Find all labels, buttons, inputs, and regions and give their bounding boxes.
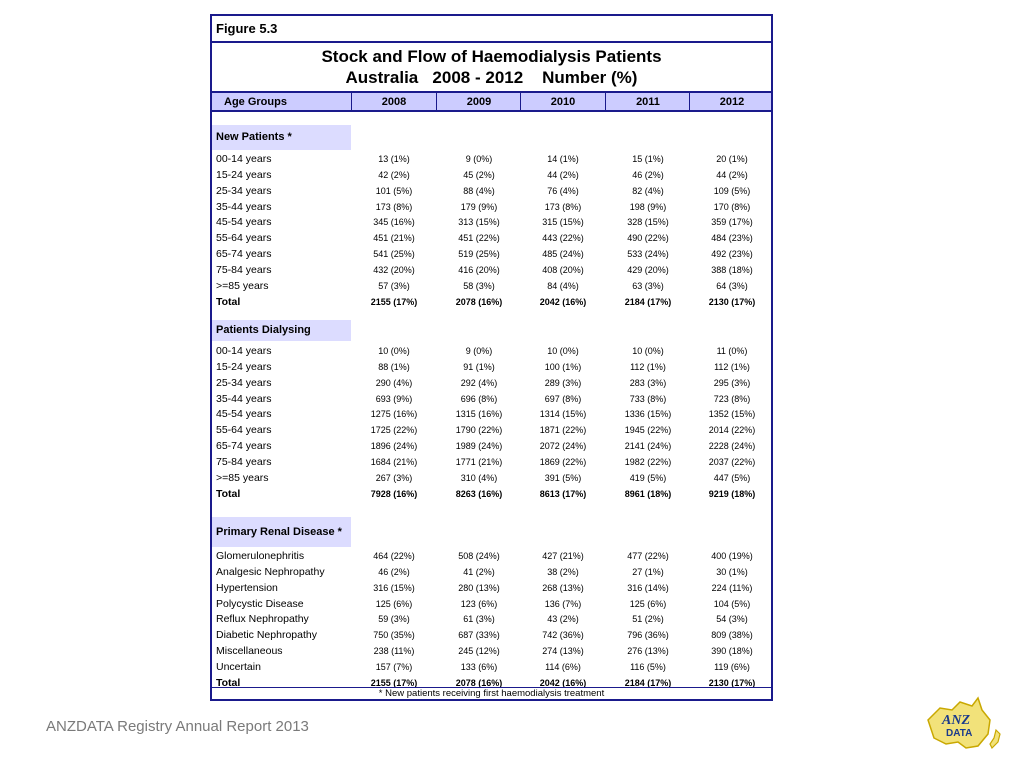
table-cell: 88 (4%) xyxy=(463,185,495,196)
table-cell: 1989 (24%) xyxy=(455,441,503,452)
table-cell: 484 (23%) xyxy=(711,233,753,244)
table-row xyxy=(212,423,771,439)
table-row xyxy=(212,184,771,200)
table-cell: 519 (25%) xyxy=(458,249,500,260)
table-cell: 198 (9%) xyxy=(629,201,667,212)
row-label: Hypertension xyxy=(216,581,278,594)
table-cell: 173 (8%) xyxy=(544,201,582,212)
table-cell: 310 (4%) xyxy=(460,472,498,483)
table-cell: 100 (1%) xyxy=(544,361,582,372)
table-row xyxy=(212,344,771,360)
table-cell: 43 (2%) xyxy=(547,614,579,625)
table-cell: 114 (6%) xyxy=(545,661,581,672)
table-cell: 408 (20%) xyxy=(542,264,584,275)
row-label: 45-54 years xyxy=(216,216,272,229)
figure-label: Figure 5.3 xyxy=(212,16,771,43)
table-cell: 267 (3%) xyxy=(375,472,413,483)
table-cell: 8263 (16%) xyxy=(455,488,503,499)
section-heading: New Patients * xyxy=(212,125,351,150)
table-row xyxy=(212,247,771,263)
table-cell: 295 (3%) xyxy=(713,377,751,388)
table-cell: 46 (2%) xyxy=(632,169,664,180)
table-cell: 170 (8%) xyxy=(713,201,751,212)
table-cell: 2072 (24%) xyxy=(539,441,587,452)
table-cell: 485 (24%) xyxy=(542,249,584,260)
table-header xyxy=(212,91,771,112)
row-label: 35-44 years xyxy=(216,200,272,213)
table-cell: 796 (36%) xyxy=(627,630,669,641)
table-cell: 10 (0%) xyxy=(378,346,410,356)
row-label: 25-34 years xyxy=(216,184,272,197)
table-cell: 1790 (22%) xyxy=(455,425,503,436)
table-cell: 15 (1%) xyxy=(632,154,664,164)
table-cell: 316 (15%) xyxy=(373,582,415,593)
table-cell: 64 (3%) xyxy=(716,280,748,291)
table-cell: 451 (21%) xyxy=(373,233,415,244)
header-year: 2012 xyxy=(719,96,745,108)
table-cell: 1352 (15%) xyxy=(708,409,756,420)
table-cell: 30 (1%) xyxy=(716,566,748,577)
table-cell: 1684 (21%) xyxy=(370,456,418,467)
table-cell: 451 (22%) xyxy=(458,233,500,244)
table-cell: 133 (6%) xyxy=(460,661,498,672)
header-divider xyxy=(520,93,521,110)
table-cell: 91 (1%) xyxy=(463,361,495,372)
table-cell: 76 (4%) xyxy=(547,185,579,196)
table-cell: 400 (19%) xyxy=(711,551,753,561)
table-total-row xyxy=(212,487,771,503)
table-cell: 157 (7%) xyxy=(375,661,413,672)
row-label: 00-14 years xyxy=(216,345,272,357)
row-label: 65-74 years xyxy=(216,440,272,453)
row-label: Total xyxy=(216,487,241,500)
table-cell: 1871 (22%) xyxy=(539,425,587,436)
logo-text-data: DATA xyxy=(946,728,973,739)
table-cell: 1275 (16%) xyxy=(370,409,418,420)
row-label: >=85 years xyxy=(216,471,269,484)
table-cell: 7928 (16%) xyxy=(370,488,418,499)
table-cell: 809 (38%) xyxy=(711,630,753,641)
table-cell: 173 (8%) xyxy=(375,201,413,212)
table-row xyxy=(212,407,771,423)
table-cell: 14 (1%) xyxy=(547,154,579,164)
row-label: Glomerulonephritis xyxy=(216,550,305,562)
header-year: 2008 xyxy=(381,96,407,108)
table-row xyxy=(212,392,771,408)
table-cell: 2014 (22%) xyxy=(708,425,756,436)
table-cell: 416 (20%) xyxy=(458,264,500,275)
table-cell: 224 (11%) xyxy=(711,582,753,593)
table-cell: 268 (13%) xyxy=(542,582,584,593)
table-cell: 10 (0%) xyxy=(547,346,579,356)
table-row xyxy=(212,455,771,471)
row-label: 75-84 years xyxy=(216,455,272,468)
table-row xyxy=(212,471,771,487)
table-cell: 2155 (17%) xyxy=(370,677,418,688)
table-row xyxy=(212,152,771,168)
row-label: 65-74 years xyxy=(216,248,272,261)
anzdata-logo xyxy=(920,690,1010,760)
table-cell: 447 (5%) xyxy=(713,472,751,483)
table-cell: 742 (36%) xyxy=(542,630,584,641)
table-cell: 9 (0%) xyxy=(465,346,493,356)
table-cell: 696 (8%) xyxy=(460,393,498,404)
table-cell: 2141 (24%) xyxy=(624,441,672,452)
table-cell: 46 (2%) xyxy=(378,566,410,577)
table-cell: 274 (13%) xyxy=(542,646,584,657)
table-cell: 2042 (16%) xyxy=(539,296,587,307)
table-cell: 11 (0%) xyxy=(716,346,748,356)
row-label: 55-64 years xyxy=(216,424,272,437)
section-heading: Primary Renal Disease * xyxy=(212,517,351,547)
row-label: Polycystic Disease xyxy=(216,597,304,610)
title-line-1: Stock and Flow of Haemodialysis Patients xyxy=(321,47,662,66)
table-cell: 109 (5%) xyxy=(713,185,751,196)
table-cell: 292 (4%) xyxy=(460,377,498,388)
table-cell: 41 (2%) xyxy=(463,566,495,577)
new-zealand-map-icon xyxy=(990,730,1000,748)
table-cell: 1725 (22%) xyxy=(370,425,418,436)
table-cell: 290 (4%) xyxy=(375,377,413,388)
table-cell: 345 (16%) xyxy=(373,217,415,228)
table-cell: 283 (3%) xyxy=(629,377,667,388)
table-row xyxy=(212,231,771,247)
table-cell: 419 (5%) xyxy=(629,472,667,483)
table-row xyxy=(212,597,771,613)
table-row xyxy=(212,581,771,597)
table-cell: 45 (2%) xyxy=(463,169,495,180)
table-cell: 82 (4%) xyxy=(632,185,664,196)
header-divider xyxy=(689,93,690,110)
table-cell: 1315 (16%) xyxy=(455,409,503,420)
table-cell: 10 (0%) xyxy=(632,346,664,356)
table-cell: 280 (13%) xyxy=(458,582,500,593)
figure-frame xyxy=(210,14,773,701)
row-label: Uncertain xyxy=(216,660,261,673)
header-divider xyxy=(605,93,606,110)
table-cell: 541 (25%) xyxy=(373,249,415,260)
table-cell: 54 (3%) xyxy=(716,614,748,625)
table-cell: 289 (3%) xyxy=(544,377,582,388)
row-label: Total xyxy=(216,295,241,308)
table-cell: 1982 (22%) xyxy=(624,456,672,467)
table-cell: 44 (2%) xyxy=(716,169,748,180)
table-cell: 42 (2%) xyxy=(378,169,410,180)
table-cell: 2037 (22%) xyxy=(708,456,756,467)
table-cell: 1869 (22%) xyxy=(539,456,587,467)
row-label: 15-24 years xyxy=(216,168,272,181)
table-cell: 1896 (24%) xyxy=(370,441,418,452)
row-label: Miscellaneous xyxy=(216,645,283,658)
table-cell: 315 (15%) xyxy=(542,217,584,228)
table-row xyxy=(212,279,771,295)
table-cell: 533 (24%) xyxy=(627,249,669,260)
table-cell: 61 (3%) xyxy=(463,614,495,625)
table-cell: 9219 (18%) xyxy=(708,488,756,499)
table-cell: 276 (13%) xyxy=(627,646,669,657)
table-cell: 432 (20%) xyxy=(373,264,415,275)
table-cell: 388 (18%) xyxy=(711,264,753,275)
table-cell: 8961 (18%) xyxy=(624,488,672,499)
table-cell: 101 (5%) xyxy=(375,185,413,196)
row-label: 15-24 years xyxy=(216,360,272,373)
table-cell: 2130 (17%) xyxy=(708,296,756,307)
header-divider xyxy=(351,93,352,110)
table-cell: 9 (0%) xyxy=(465,154,493,164)
table-cell: 2184 (17%) xyxy=(624,677,672,688)
table-cell: 119 (6%) xyxy=(714,661,750,672)
footnote: * New patients receiving first haemodialysis treatment xyxy=(212,687,771,700)
table-cell: 27 (1%) xyxy=(632,566,664,577)
table-cell: 2130 (17%) xyxy=(708,677,756,688)
table-cell: 125 (6%) xyxy=(375,598,413,609)
table-cell: 391 (5%) xyxy=(544,472,582,483)
table-cell: 88 (1%) xyxy=(378,361,410,372)
table-cell: 1771 (21%) xyxy=(455,456,503,467)
table-cell: 464 (22%) xyxy=(373,551,415,561)
row-label: 25-34 years xyxy=(216,376,272,389)
table-cell: 750 (35%) xyxy=(373,630,415,641)
table-cell: 477 (22%) xyxy=(627,551,669,561)
table-cell: 58 (3%) xyxy=(463,280,495,291)
table-cell: 1336 (15%) xyxy=(624,409,672,420)
table-cell: 125 (6%) xyxy=(629,598,667,609)
table-cell: 84 (4%) xyxy=(547,280,579,291)
table-cell: 8613 (17%) xyxy=(539,488,587,499)
table-cell: 13 (1%) xyxy=(378,154,410,164)
table-cell: 112 (1%) xyxy=(714,361,750,372)
table-row xyxy=(212,549,771,565)
table-cell: 2042 (16%) xyxy=(539,677,587,688)
table-cell: 104 (5%) xyxy=(713,598,751,609)
header-year: 2009 xyxy=(466,96,492,108)
table-cell: 429 (20%) xyxy=(627,264,669,275)
table-cell: 1945 (22%) xyxy=(624,425,672,436)
row-label: Total xyxy=(216,676,241,689)
table-cell: 723 (8%) xyxy=(713,393,751,404)
table-cell: 1314 (15%) xyxy=(539,409,587,420)
table-cell: 2078 (16%) xyxy=(455,296,503,307)
table-cell: 112 (1%) xyxy=(630,361,666,372)
table-row xyxy=(212,200,771,216)
table-cell: 2078 (16%) xyxy=(455,677,503,688)
figure-title xyxy=(212,43,771,91)
table-cell: 2184 (17%) xyxy=(624,296,672,307)
row-label: 35-44 years xyxy=(216,392,272,405)
table-cell: 443 (22%) xyxy=(542,233,584,244)
row-label: Reflux Nephropathy xyxy=(216,613,309,626)
table-cell: 245 (12%) xyxy=(458,646,500,657)
header-year: 2011 xyxy=(636,96,660,108)
table-row xyxy=(212,565,771,581)
section-heading: Patients Dialysing xyxy=(212,320,351,341)
table-cell: 238 (11%) xyxy=(373,646,415,657)
header-divider xyxy=(436,93,437,110)
table-cell: 59 (3%) xyxy=(378,614,410,625)
table-row xyxy=(212,644,771,660)
table-cell: 492 (23%) xyxy=(711,249,753,260)
logo-text-anz: ANZ xyxy=(942,713,970,728)
row-label: >=85 years xyxy=(216,279,269,292)
table-cell: 44 (2%) xyxy=(547,169,579,180)
table-row xyxy=(212,439,771,455)
table-row xyxy=(212,263,771,279)
table-cell: 38 (2%) xyxy=(547,566,579,577)
table-row xyxy=(212,628,771,644)
table-cell: 687 (33%) xyxy=(458,630,500,641)
table-row xyxy=(212,612,771,628)
table-cell: 359 (17%) xyxy=(711,217,753,228)
table-row xyxy=(212,215,771,231)
table-cell: 490 (22%) xyxy=(627,233,669,244)
table-cell: 20 (1%) xyxy=(716,154,748,164)
row-label: Diabetic Nephropathy xyxy=(216,629,317,642)
row-label: 55-64 years xyxy=(216,232,272,245)
table-cell: 2228 (24%) xyxy=(708,441,756,452)
table-cell: 123 (6%) xyxy=(460,598,498,609)
footer-report-title: ANZDATA Registry Annual Report 2013 xyxy=(46,718,309,735)
title-line-2: Australia 2008 - 2012 Number (%) xyxy=(345,68,638,87)
table-cell: 508 (24%) xyxy=(458,551,500,561)
table-cell: 116 (5%) xyxy=(630,661,666,672)
table-cell: 136 (7%) xyxy=(544,598,582,609)
table-row xyxy=(212,168,771,184)
table-cell: 390 (18%) xyxy=(711,646,753,657)
table-cell: 693 (9%) xyxy=(375,393,413,404)
table-total-row xyxy=(212,295,771,311)
table-row xyxy=(212,660,771,676)
header-year: 2010 xyxy=(550,96,576,108)
row-label: 45-54 years xyxy=(216,408,272,421)
row-label: Analgesic Nephropathy xyxy=(216,565,325,578)
table-row xyxy=(212,360,771,376)
header-age-groups: Age Groups xyxy=(224,96,287,108)
table-cell: 63 (3%) xyxy=(632,280,664,291)
row-label: 00-14 years xyxy=(216,153,272,165)
table-cell: 328 (15%) xyxy=(627,217,669,228)
table-cell: 697 (8%) xyxy=(544,393,582,404)
table-cell: 51 (2%) xyxy=(632,614,664,625)
table-cell: 2155 (17%) xyxy=(370,296,418,307)
table-cell: 733 (8%) xyxy=(629,393,667,404)
row-label: 75-84 years xyxy=(216,263,272,276)
table-cell: 313 (15%) xyxy=(458,217,500,228)
table-cell: 179 (9%) xyxy=(460,201,498,212)
table-cell: 427 (21%) xyxy=(542,551,584,561)
table-cell: 316 (14%) xyxy=(627,582,669,593)
table-row xyxy=(212,376,771,392)
table-cell: 57 (3%) xyxy=(378,280,410,291)
